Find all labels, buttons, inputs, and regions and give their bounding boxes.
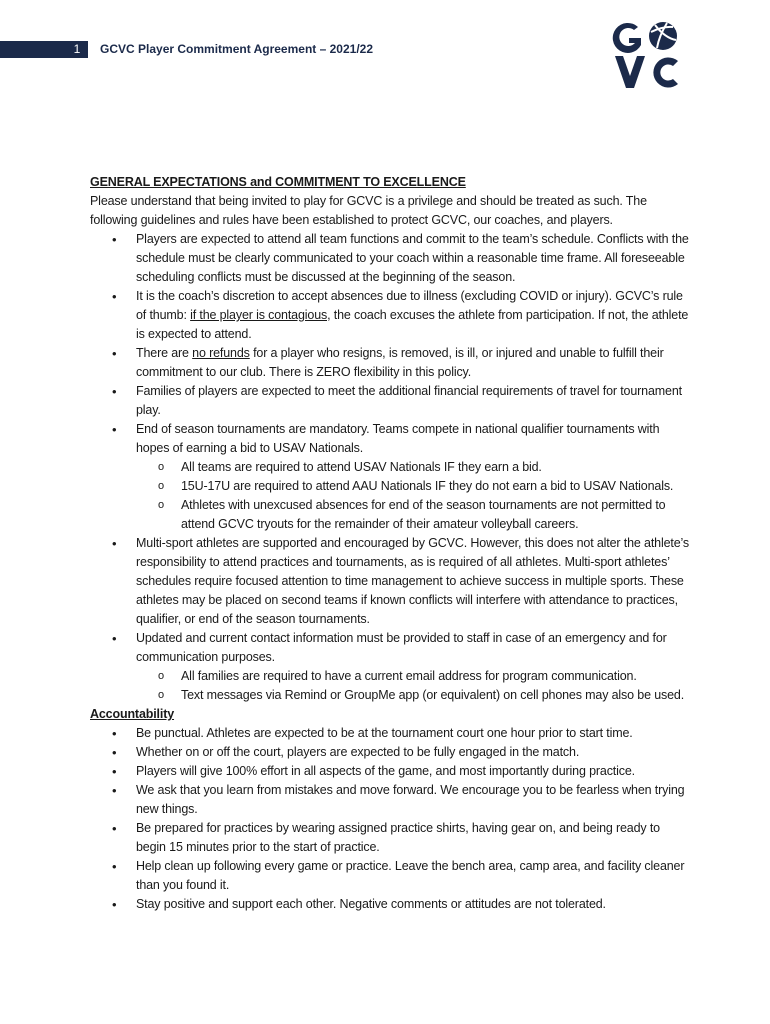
list-item (136, 420, 690, 534)
item-text: the coach excuses the athlete from participation. If not, the athlete is expected to attend. (136, 308, 689, 341)
sub-list-item: o Athletes with unexcused absences for end of the season tournaments are not permitted to attend GCVC tryouts for the remainder of their amateur volleyball careers. (181, 496, 690, 534)
list-item: • Players are expected to attend all team functions and commit to the team’s schedule. Conflicts with the schedule must be clearly communicated to your coach within a reasonable time frame. All foreseeable scheduling conflicts must be discussed at the beginning of the season. (136, 230, 690, 287)
list-item: • Families of players are expected to meet the additional financial requirements of travel for tournament play. (136, 382, 690, 420)
logo-volleyball (649, 22, 677, 50)
sub-list-item: o Text messages via Remind or GroupMe app (or equivalent) on cell phones may also be used. (181, 686, 690, 705)
list-item (136, 629, 690, 705)
item-text: It is the coach’s discretion to accept absences due to illness (excluding COVID or injury). GCVC’s rule of thumb: (136, 289, 683, 322)
page-number: 1 (73, 42, 81, 56)
contagious-emphasis: if the player is contagious, (190, 308, 331, 322)
general-expectations-list (90, 230, 690, 705)
accountability-heading: Accountability (90, 707, 175, 721)
list-item: • Help clean up following every game or practice. Leave the bench area, camp area, and facility cleaner than you found it. (136, 857, 690, 895)
item-text: Updated and current contact information must be provided to staff in case of an emergency and for communication purposes. (136, 631, 667, 664)
sub-list-item: o All teams are required to attend USAV Nationals IF they earn a bid. (181, 458, 690, 477)
logo-letter-c (653, 58, 678, 88)
item-text: for a player who resigns, is removed, is ill, or injured and unable to fulfill their commitment to our club. There is ZERO flexibility in this policy. (136, 346, 664, 379)
list-item: • Whether on or off the court, players are expected to be fully engaged in the match. (136, 743, 690, 762)
agreement-body (90, 173, 690, 914)
list-item (136, 287, 690, 344)
intro-paragraph: Please understand that being invited to play for GCVC is a privilege and should be treated as such. The following guidelines and rules have been established to protect GCVC, our coaches, and players. (90, 194, 647, 227)
sub-list-item: o 15U-17U are required to attend AAU Nationals IF they do not earn a bid to USAV Nationals. (181, 477, 690, 496)
document-title: GCVC Player Commitment Agreement – 2021/22 (100, 42, 373, 56)
list-item: • Be prepared for practices by wearing assigned practice shirts, having gear on, and being ready to begin 15 minutes prior to the start of practice. (136, 819, 690, 857)
gcvc-logo (612, 18, 682, 90)
list-item: • Stay positive and support each other. Negative comments or attitudes are not tolerated. (136, 895, 690, 914)
logo-letter-g (613, 23, 641, 53)
accountability-list (90, 724, 690, 914)
item-text: End of season tournaments are mandatory. Teams compete in national qualifier tournaments with hopes of earning a bid to USAV Nationals. (136, 422, 660, 455)
list-item: • Players will give 100% effort in all aspects of the game, and most importantly during practice. (136, 762, 690, 781)
list-item: • Be punctual. Athletes are expected to be at the tournament court one hour prior to start time. (136, 724, 690, 743)
sub-list-item: o All families are required to have a current email address for program communication. (181, 667, 690, 686)
no-refunds-emphasis: no refunds (192, 346, 250, 360)
list-item: • Multi-sport athletes are supported and encouraged by GCVC. However, this does not alter the athlete’s responsibility to attend practices and tournaments, as is required of all athletes. Multi-sport athletes’ schedules require focused attention to time management to achieve success in multiple sports. These athletes may be placed on second teams if known conflicts will interfere with attendance to practices, qualifier, or end of the season tournaments. (136, 534, 690, 629)
logo-letter-v (615, 56, 645, 88)
item-text: There are (136, 346, 193, 360)
list-item (136, 344, 690, 382)
tournament-sublist (136, 458, 690, 534)
communication-sublist (136, 667, 690, 705)
general-expectations-heading: GENERAL EXPECTATIONS and COMMITMENT TO EXCELLENCE (90, 175, 466, 189)
list-item: • We ask that you learn from mistakes and move forward. We encourage you to be fearless when trying new things. (136, 781, 690, 819)
